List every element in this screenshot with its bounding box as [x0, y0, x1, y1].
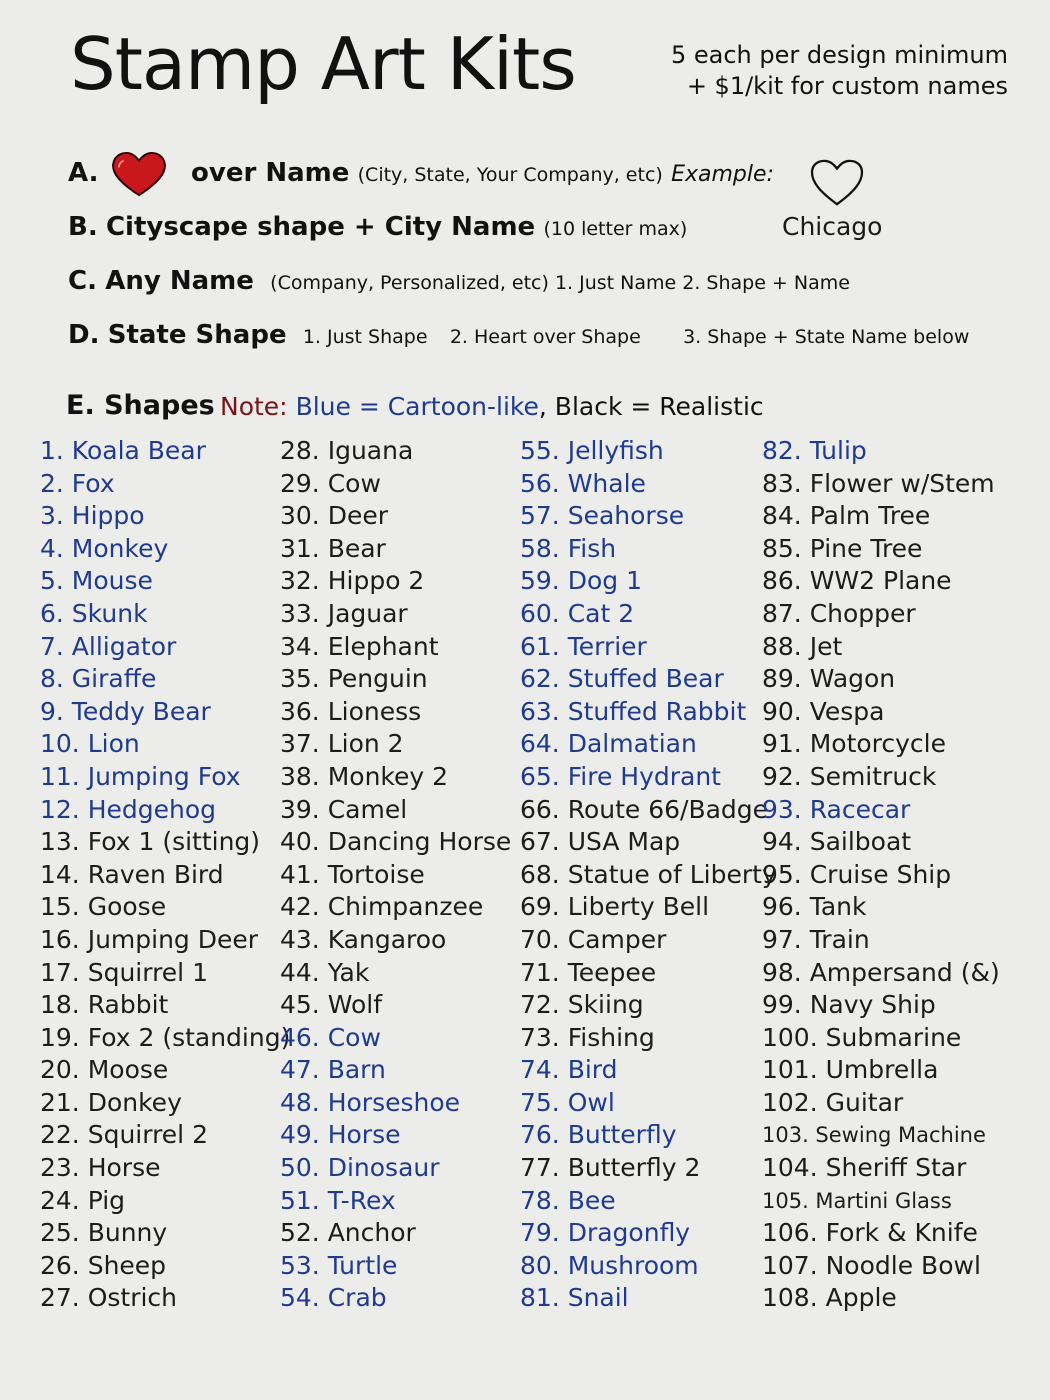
shapes-column-3 — [520, 435, 777, 1315]
shape-item: 9. Teddy Bear — [40, 696, 211, 726]
shape-item: 101. Umbrella — [762, 1055, 939, 1085]
shape-item: 89. Wagon — [762, 664, 896, 694]
shape-item: 47. Barn — [280, 1055, 386, 1085]
option-a-letter: A. — [68, 158, 99, 188]
shape-item: 7. Alligator — [40, 631, 177, 661]
shape-item: 39. Camel — [280, 794, 408, 824]
shape-item: 88. Jet — [762, 631, 843, 661]
shape-item: 41. Tortoise — [280, 859, 425, 889]
shape-item: 83. Flower w/Stem — [762, 468, 995, 498]
minimum-line-1: 5 each per design minimum — [670, 41, 1008, 69]
shape-item: 52. Anchor — [280, 1218, 416, 1248]
shape-item: 71. Teepee — [520, 957, 657, 987]
shapes-column-1 — [40, 435, 290, 1315]
minimum-order-note — [671, 40, 1008, 102]
minimum-line-2: + $1/kit for custom names — [686, 72, 1008, 100]
shape-item: 30. Deer — [280, 501, 388, 531]
option-c — [68, 266, 850, 296]
note-label: Note: — [220, 392, 288, 421]
shape-item: 23. Horse — [40, 1153, 161, 1183]
option-c-detail: (Company, Personalized, etc) 1. Just Name 2. Shape + Name — [270, 272, 850, 294]
shape-item: 21. Donkey — [40, 1087, 182, 1117]
shape-item: 97. Train — [762, 924, 870, 954]
shape-item: 105. Martini Glass — [762, 1188, 952, 1213]
shape-item: 10. Lion — [40, 729, 140, 759]
shape-item: 4. Monkey — [40, 533, 169, 563]
shape-item: 69. Liberty Bell — [520, 892, 710, 922]
option-a-main: over Name — [191, 158, 350, 188]
shape-item: 94. Sailboat — [762, 827, 912, 857]
shape-item: 81. Snail — [520, 1283, 629, 1313]
shape-item: 63. Stuffed Rabbit — [520, 696, 747, 726]
shape-item: 79. Dragonfly — [520, 1218, 691, 1248]
shape-item: 12. Hedgehog — [40, 794, 217, 824]
option-b-letter: B. — [68, 212, 98, 242]
shape-item: 34. Elephant — [280, 631, 439, 661]
shape-item: 65. Fire Hydrant — [520, 761, 721, 791]
shape-item: 36. Lioness — [280, 696, 422, 726]
shape-item: 18. Rabbit — [40, 990, 169, 1020]
shape-item: 62. Stuffed Bear — [520, 664, 724, 694]
shape-item: 48. Horseshoe — [280, 1087, 461, 1117]
shape-item: 11. Jumping Fox — [40, 761, 241, 791]
shape-item: 14. Raven Bird — [40, 859, 224, 889]
shape-item: 100. Submarine — [762, 1022, 962, 1052]
option-d-opt2: 2. Heart over Shape — [449, 326, 641, 348]
example-city-name: Chicago — [782, 212, 883, 241]
shape-item: 85. Pine Tree — [762, 533, 923, 563]
shape-item: 87. Chopper — [762, 598, 916, 628]
shape-item: 108. Apple — [762, 1283, 897, 1313]
shape-item: 66. Route 66/Badge — [520, 794, 769, 824]
option-c-main: Any Name — [105, 266, 254, 296]
shape-item: 80. Mushroom — [520, 1250, 699, 1280]
shape-item: 37. Lion 2 — [280, 729, 404, 759]
option-c-letter: C. — [68, 266, 97, 296]
shape-item: 55. Jellyfish — [520, 436, 664, 465]
shape-item: 75. Owl — [520, 1087, 615, 1117]
shape-item: 76. Butterfly — [520, 1120, 677, 1150]
shape-item: 20. Moose — [40, 1055, 169, 1085]
option-d-main: State Shape — [107, 320, 287, 350]
option-d-opt1: 1. Just Shape — [302, 326, 428, 348]
shape-item: 64. Dalmatian — [520, 729, 697, 759]
shapes-heading: E. Shapes — [66, 390, 215, 421]
red-heart-icon — [110, 152, 168, 198]
shape-item: 57. Seahorse — [520, 501, 685, 531]
shape-item: 91. Motorcycle — [762, 729, 947, 759]
heart-outline-icon — [808, 158, 866, 208]
shape-item: 40. Dancing Horse — [280, 827, 512, 857]
option-d-opt3: 3. Shape + State Name below — [683, 326, 970, 348]
shape-item: 107. Noodle Bowl — [762, 1250, 981, 1280]
shape-item: 59. Dog 1 — [520, 566, 642, 596]
shape-item: 102. Guitar — [762, 1087, 904, 1117]
option-a — [68, 158, 774, 188]
shape-item: 96. Tank — [762, 892, 867, 922]
shape-item: 27. Ostrich — [40, 1283, 178, 1313]
shape-item: 31. Bear — [280, 533, 386, 563]
shape-item: 67. USA Map — [520, 827, 681, 857]
shapes-column-2 — [280, 435, 511, 1315]
option-d-letter: D. — [68, 320, 100, 350]
shape-item: 93. Racecar — [762, 794, 911, 824]
shape-item: 104. Sheriff Star — [762, 1153, 967, 1183]
shape-item: 29. Cow — [280, 468, 381, 498]
shape-item: 28. Iguana — [280, 436, 414, 465]
shape-item: 72. Skiing — [520, 990, 644, 1020]
shape-item: 5. Mouse — [40, 566, 153, 596]
shape-item: 58. Fish — [520, 533, 617, 563]
shape-item: 25. Bunny — [40, 1218, 168, 1248]
shape-item: 35. Penguin — [280, 664, 428, 694]
note-blue-text: Blue = Cartoon-like — [295, 392, 539, 421]
shape-item: 49. Horse — [280, 1120, 401, 1150]
shape-item: 50. Dinosaur — [280, 1153, 440, 1183]
shape-item: 53. Turtle — [280, 1250, 398, 1280]
shape-item: 90. Vespa — [762, 696, 885, 726]
shape-item: 15. Goose — [40, 892, 167, 922]
shape-item: 33. Jaguar — [280, 598, 408, 628]
color-note — [220, 392, 764, 421]
shape-item: 16. Jumping Deer — [40, 924, 259, 954]
shape-item: 68. Statue of Liberty — [520, 859, 777, 889]
shape-item: 106. Fork & Knife — [762, 1218, 978, 1248]
shape-item: 45. Wolf — [280, 990, 383, 1020]
shape-item: 77. Butterfly 2 — [520, 1153, 701, 1183]
shape-item: 98. Ampersand (&) — [762, 957, 1000, 987]
option-b — [68, 212, 687, 242]
shape-item: 92. Semitruck — [762, 761, 937, 791]
shape-item: 46. Cow — [280, 1022, 381, 1052]
shape-item: 17. Squirrel 1 — [40, 957, 208, 987]
shape-item: 82. Tulip — [762, 436, 867, 465]
note-black-text: , Black = Realistic — [538, 392, 764, 421]
shape-item: 74. Bird — [520, 1055, 618, 1085]
option-b-detail: (10 letter max) — [543, 218, 688, 240]
shape-item: 19. Fox 2 (standing) — [40, 1022, 291, 1052]
shape-item: 56. Whale — [520, 468, 646, 498]
shapes-column-4 — [762, 435, 1000, 1315]
shape-item: 44. Yak — [280, 957, 370, 987]
shape-item: 8. Giraffe — [40, 664, 157, 694]
shape-item: 2. Fox — [40, 468, 115, 498]
option-b-main: Cityscape shape + City Name — [105, 212, 536, 242]
shape-item: 13. Fox 1 (sitting) — [40, 827, 261, 857]
shape-item: 60. Cat 2 — [520, 598, 635, 628]
page-title: Stamp Art Kits — [70, 22, 576, 106]
shape-item: 86. WW2 Plane — [762, 566, 952, 596]
shape-item: 6. Skunk — [40, 598, 148, 628]
shape-item: 22. Squirrel 2 — [40, 1120, 208, 1150]
shape-item: 1. Koala Bear — [40, 436, 206, 465]
option-a-detail: (City, State, Your Company, etc) — [357, 164, 663, 186]
shape-item: 78. Bee — [520, 1185, 616, 1215]
shape-item: 54. Crab — [280, 1283, 387, 1313]
example-label: Example: — [671, 162, 774, 187]
shape-item: 26. Sheep — [40, 1250, 167, 1280]
shape-item: 24. Pig — [40, 1185, 126, 1215]
shape-item: 51. T-Rex — [280, 1185, 396, 1215]
shape-item: 61. Terrier — [520, 631, 647, 661]
shape-item: 103. Sewing Machine — [762, 1123, 986, 1148]
shape-item: 84. Palm Tree — [762, 501, 931, 531]
shape-item: 73. Fishing — [520, 1022, 655, 1052]
shape-item: 32. Hippo 2 — [280, 566, 425, 596]
shape-item: 99. Navy Ship — [762, 990, 936, 1020]
shape-item: 3. Hippo — [40, 501, 145, 531]
shape-item: 38. Monkey 2 — [280, 761, 449, 791]
shape-item: 70. Camper — [520, 924, 667, 954]
option-d — [68, 320, 969, 350]
shape-item: 43. Kangaroo — [280, 924, 447, 954]
shape-item: 95. Cruise Ship — [762, 859, 952, 889]
shape-item: 42. Chimpanzee — [280, 892, 484, 922]
